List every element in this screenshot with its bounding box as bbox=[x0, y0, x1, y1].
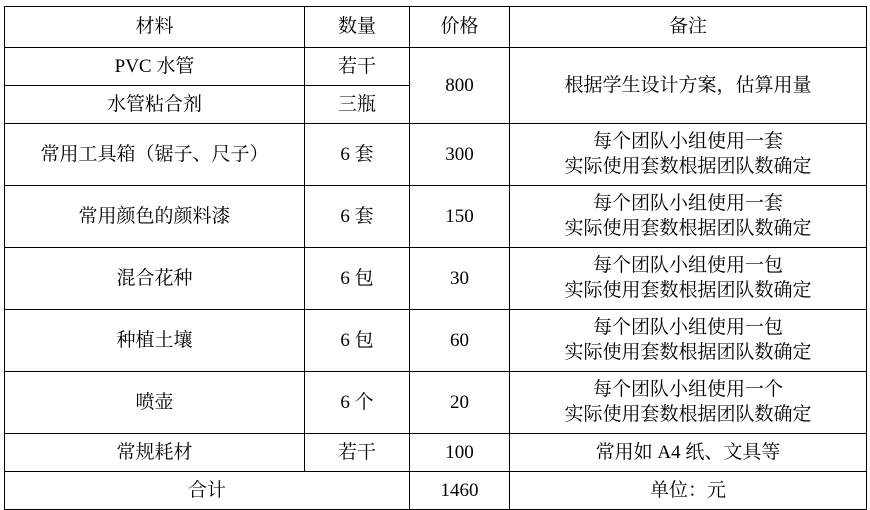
cell-material: PVC 水管 bbox=[5, 48, 305, 86]
total-label: 合计 bbox=[5, 472, 410, 510]
table-total-row bbox=[5, 472, 867, 510]
table-row bbox=[5, 248, 867, 310]
cell-quantity: 6 个 bbox=[305, 372, 410, 434]
cell-remark: 常用如 A4 纸、文具等 bbox=[510, 434, 867, 472]
table-row bbox=[5, 124, 867, 186]
cell-material: 喷壶 bbox=[5, 372, 305, 434]
cell-quantity: 三瓶 bbox=[305, 86, 410, 124]
remark-line-1: 每个团队小组使用一套 bbox=[592, 130, 783, 152]
cell-price: 100 bbox=[410, 434, 510, 472]
remark-line-1: 每个团队小组使用一包 bbox=[592, 316, 783, 338]
total-price: 1460 bbox=[410, 472, 510, 510]
table-row bbox=[5, 372, 867, 434]
cell-material: 常规耗材 bbox=[5, 434, 305, 472]
remark-line-2: 实际使用套数根据团队数确定 bbox=[564, 341, 812, 363]
cell-material: 常用颜色的颜料漆 bbox=[5, 186, 305, 248]
cell-quantity: 若干 bbox=[305, 48, 410, 86]
cell-quantity: 6 包 bbox=[305, 310, 410, 372]
cell-material: 水管粘合剂 bbox=[5, 86, 305, 124]
remark-line-1: 每个团队小组使用一个 bbox=[592, 378, 783, 400]
column-header-quantity: 数量 bbox=[305, 7, 410, 48]
cell-price: 800 bbox=[410, 48, 510, 124]
remark-line-1: 每个团队小组使用一套 bbox=[592, 192, 783, 214]
remark-line-2: 实际使用套数根据团队数确定 bbox=[564, 403, 812, 425]
cell-quantity: 6 套 bbox=[305, 186, 410, 248]
cell-price: 30 bbox=[410, 248, 510, 310]
cell-material: 混合花种 bbox=[5, 248, 305, 310]
cell-remark bbox=[510, 186, 867, 248]
cell-quantity: 若干 bbox=[305, 434, 410, 472]
table-row bbox=[5, 310, 867, 372]
cell-price: 60 bbox=[410, 310, 510, 372]
cell-quantity: 6 套 bbox=[305, 124, 410, 186]
cell-remark: 根据学生设计方案，估算用量 bbox=[510, 48, 867, 124]
cell-material: 种植土壤 bbox=[5, 310, 305, 372]
remark-line-2: 实际使用套数根据团队数确定 bbox=[564, 279, 812, 301]
table-row bbox=[5, 434, 867, 472]
total-remark: 单位：元 bbox=[510, 472, 867, 510]
cell-remark bbox=[510, 124, 867, 186]
cell-quantity: 6 包 bbox=[305, 248, 410, 310]
remark-line-2: 实际使用套数根据团队数确定 bbox=[564, 155, 812, 177]
remark-line-2: 实际使用套数根据团队数确定 bbox=[564, 217, 812, 239]
cell-remark bbox=[510, 372, 867, 434]
cell-price: 150 bbox=[410, 186, 510, 248]
table-header-row bbox=[5, 7, 867, 48]
table-row bbox=[5, 48, 867, 86]
cell-price: 20 bbox=[410, 372, 510, 434]
column-header-material: 材料 bbox=[5, 7, 305, 48]
cell-remark bbox=[510, 248, 867, 310]
materials-table bbox=[4, 6, 867, 510]
cell-remark bbox=[510, 310, 867, 372]
column-header-price: 价格 bbox=[410, 7, 510, 48]
column-header-remark: 备注 bbox=[510, 7, 867, 48]
table-row bbox=[5, 186, 867, 248]
cell-price: 300 bbox=[410, 124, 510, 186]
remark-line-1: 每个团队小组使用一包 bbox=[592, 254, 783, 276]
cell-material: 常用工具箱（锯子、尺子） bbox=[5, 124, 305, 186]
